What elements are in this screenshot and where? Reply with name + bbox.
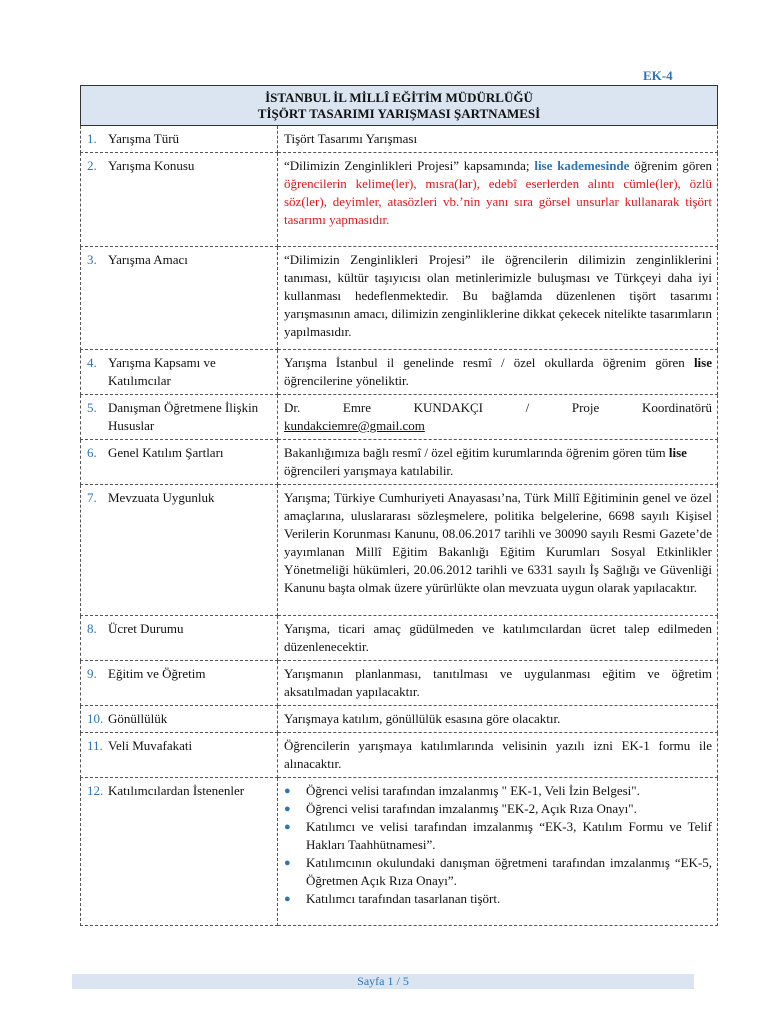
- row-number: 9.: [87, 666, 97, 681]
- title-line-2: TİŞÖRT TASARIMI YARIŞMASI ŞARTNAMESİ: [257, 106, 541, 121]
- row-content: Öğrencilerin yarışmaya katılımlarında velisinin yazılı izni EK-1 formu ile alınacaktır.: [278, 733, 718, 778]
- row-number: 6.: [87, 445, 97, 460]
- row-content: Bakanlığımıza bağlı resmî / özel eğitim kurumlarında öğrenim gören tüm lise öğrencileri yarışmaya katılabilir.: [278, 440, 718, 485]
- row-content: Yarışma; Türkiye Cumhuriyeti Anayasası’na, Türk Millî Eğitiminin genel ve özel amaçlarına, uluslararası sözleşmelere, politika belgelerine, 6698 sayılı Kişisel Verilerin Korunması Kanunu, 08.06.2017 tarihli ve 30090 sayılı Resmi Gazete’de yayımlanan Millî Eğitim Bakanlığı Eğitim Kurumları Sosyal Etkinlikler Yönetmeliği hükümleri, 20.06.2012 tarihli ve 6331 sayılı İş Sağlığı ve Güvenliği Kanunu başta olmak üzere yürürlükte olan mevzuata uygun olarak yapılacaktır.: [278, 485, 718, 616]
- page-footer: [72, 974, 694, 989]
- row-label: Yarışma Kapsamı ve Katılımcılar: [108, 355, 216, 388]
- table-row: [81, 395, 718, 440]
- row-number: 10.: [87, 711, 104, 726]
- row-label: Genel Katılım Şartları: [108, 445, 224, 460]
- bullet-icon: ●: [284, 857, 291, 869]
- row-content: Yarışma İstanbul il genelinde resmî / özel okullarda öğrenim gören lise öğrencilerine yöneliktir.: [278, 350, 718, 395]
- row-content: “Dilimizin Zenginlikleri Projesi” kapsamında; lise kademesinde öğrenim gören öğrencilerin kelime(ler), mısra(lar), edebî eserlerden alıntı cümle(ler), özlü söz(ler), deyimler, atasözleri vb.’nin yanı sıra görsel unsurlar kullanarak tişört tasarımı yapmasıdır.: [278, 153, 718, 247]
- table-row: [81, 153, 718, 247]
- row-number: 3.: [87, 252, 97, 267]
- row-number: 11.: [87, 738, 103, 753]
- email-link[interactable]: kundakciemre@gmail.com: [284, 418, 425, 433]
- row-label: Yarışma Amacı: [108, 252, 188, 267]
- list-item: ● Öğrenci velisi tarafından imzalanmış " EK-1, Veli İzin Belgesi".: [284, 783, 640, 798]
- list-item: ● Katılımcı tarafından tasarlanan tişört.: [284, 891, 501, 906]
- row-label: Katılımcılardan İstenenler: [108, 783, 245, 798]
- row-label: Gönüllülük: [108, 711, 168, 726]
- table-row: [81, 616, 718, 661]
- row-content: Yarışma, ticari amaç güdülmeden ve katılımcılardan ücret talep edilmeden düzenlenecektir.: [278, 616, 718, 661]
- row-number: 2.: [87, 158, 97, 173]
- row-label: Mevzuata Uygunluk: [108, 490, 215, 505]
- annex-label: EK-4: [643, 68, 673, 83]
- list-item: ● Katılımcının okulundaki danışman öğretmeni tarafından imzalanmış “EK-5, Öğretmen Açık Rıza Onayı”.: [284, 855, 712, 888]
- title-line-1: İSTANBUL İL MİLLÎ EĞİTİM MÜDÜRLÜĞÜ: [265, 90, 533, 105]
- highlight-level: lise kademesinde: [534, 158, 630, 173]
- table-row: [81, 733, 718, 778]
- bullet-icon: ●: [284, 803, 291, 815]
- row-label: Yarışma Konusu: [108, 158, 195, 173]
- table-row: [81, 440, 718, 485]
- row-label: Yarışma Türü: [108, 131, 180, 146]
- table-row: [81, 350, 718, 395]
- highlight-text: öğrencilerin kelime(ler), mısra(lar), edebî eserlerden alıntı cümle(ler), özlü söz(ler), deyimler, atasözleri vb.’nin yanı sıra görsel unsurlar kullanarak tişört tasarımı yapmasıdır.: [284, 176, 712, 227]
- title-row: [81, 86, 718, 126]
- list-item: ● Katılımcı ve velisi tarafından imzalanmış “EK-3, Katılım Formu ve Telif Hakları Taahhütnamesi”.: [284, 819, 712, 852]
- bullet-icon: ●: [284, 893, 291, 905]
- row-number: 4.: [87, 355, 97, 370]
- row-label: Ücret Durumu: [108, 621, 184, 636]
- row-content: “Dilimizin Zenginlikleri Projesi” ile öğrencilerin dilimizin zenginliklerini tanıması, kültür taşıyıcısı olan metinlerimizle buluşması ve Türkçeyi daha iyi kullanması hedeflenmektedir. Bu bağlamda düzenlenen tişört tasarımı yarışmasının amacı, dilimizin zenginliklerine dikkat çekecek nitelikte tasarımların yapılmasıdır.: [278, 247, 718, 350]
- table-row: [81, 126, 718, 153]
- bullet-icon: ●: [284, 821, 291, 833]
- row-number: 1.: [87, 131, 97, 146]
- row-content: Tişört Tasarımı Yarışması: [278, 126, 718, 153]
- table-row: [81, 778, 718, 926]
- advisor-line: Dr. Emre KUNDAKÇI / Proje Koordinatörü: [284, 400, 712, 415]
- row-label: Eğitim ve Öğretim: [108, 666, 206, 681]
- page-number: Sayfa 1 / 5: [357, 974, 409, 988]
- row-number: 12.: [87, 783, 104, 798]
- table-row: [81, 706, 718, 733]
- row-number: 5.: [87, 400, 97, 415]
- row-content: [278, 395, 718, 440]
- document-title: [81, 86, 718, 126]
- row-label: Veli Muvafakati: [108, 738, 193, 753]
- row-number: 8.: [87, 621, 97, 636]
- bullet-icon: ●: [284, 785, 291, 797]
- specification-table: [80, 85, 718, 926]
- row-content: Yarışmanın planlanması, tanıtılması ve uygulanması eğitim ve öğretim aksatılmadan yapılacaktır.: [278, 661, 718, 706]
- list-item: ● Öğrenci velisi tarafından imzalanmış "EK-2, Açık Rıza Onayı".: [284, 801, 637, 816]
- row-label: Danışman Öğretmene İlişkin Hususlar: [108, 400, 259, 433]
- table-row: [81, 485, 718, 616]
- row-number: 7.: [87, 490, 97, 505]
- row-content: Yarışmaya katılım, gönüllülük esasına göre olacaktır.: [278, 706, 718, 733]
- table-row: [81, 661, 718, 706]
- row-content: [278, 778, 718, 926]
- table-row: [81, 247, 718, 350]
- requirements-list: [284, 782, 712, 908]
